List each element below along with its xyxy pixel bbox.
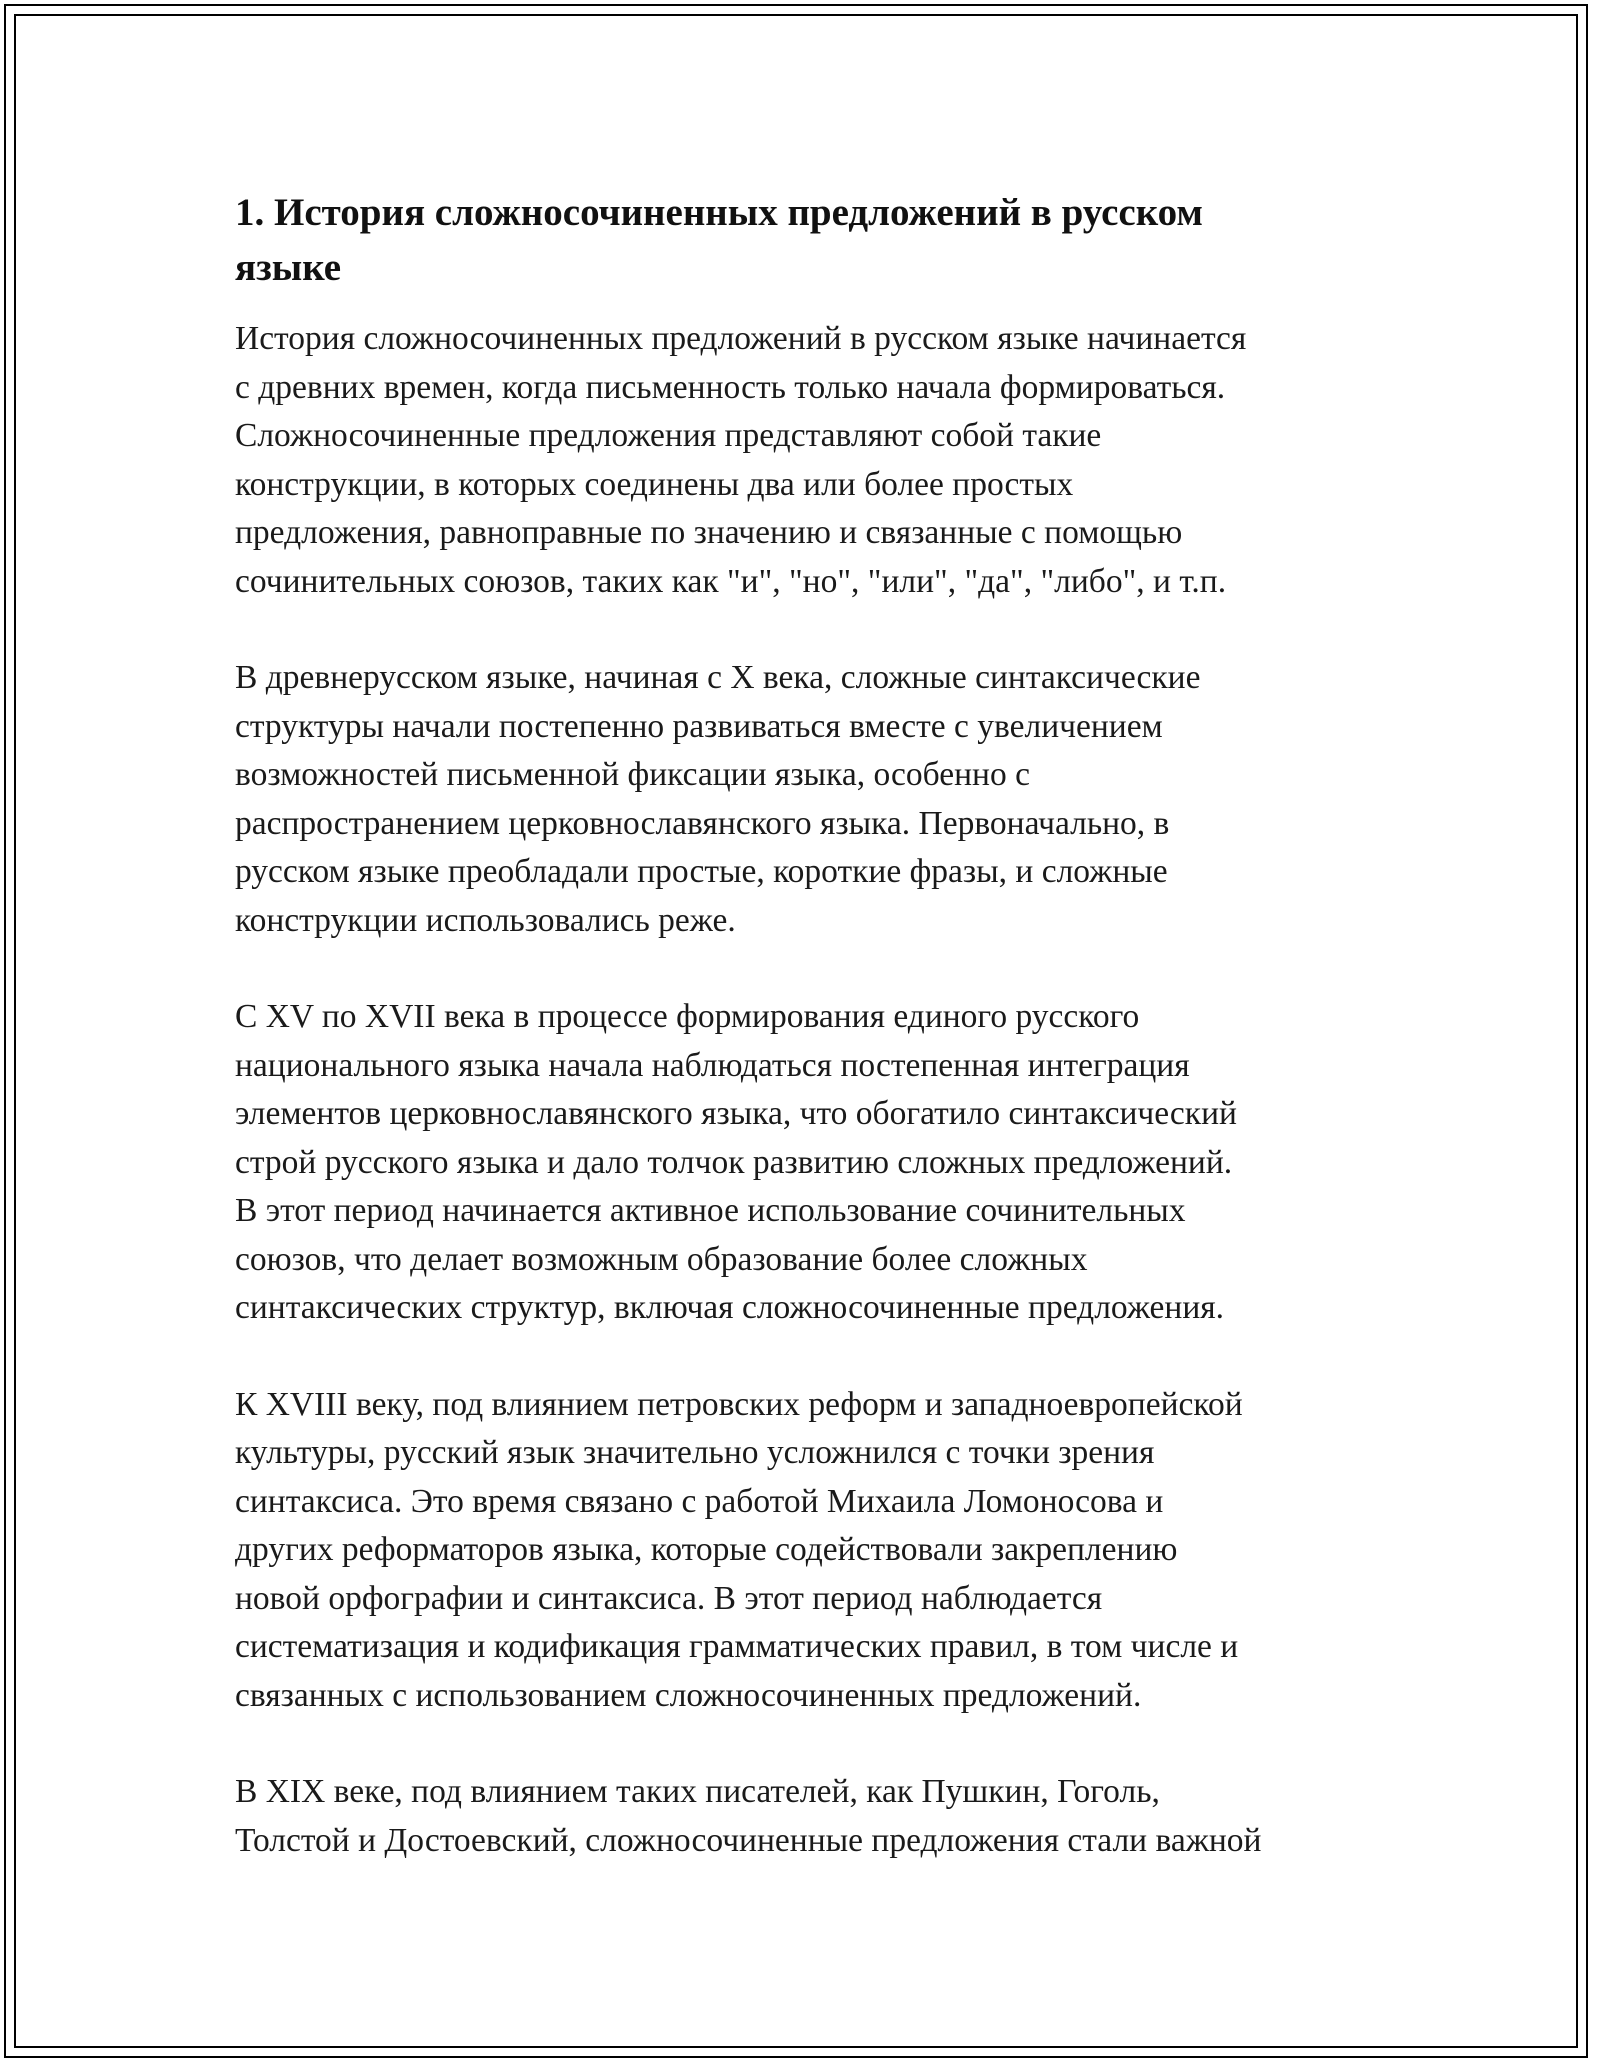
- text-line: структуры начали постепенно развиваться вместе с увеличением: [235, 707, 1163, 745]
- paragraph-19-century: [235, 1768, 1375, 1865]
- text-line: синтаксиса. Это время связано с работой Михаила Ломоносова и: [235, 1482, 1164, 1520]
- text-line: сочинительных союзов, таких как "и", "но", "или", "да", "либо", и т.п.: [235, 562, 1227, 600]
- document-body: [235, 185, 1375, 1913]
- paragraph-origins: [235, 315, 1375, 606]
- text-line: с древних времен, когда письменность только начала формироваться.: [235, 368, 1226, 406]
- paragraph-18-century: [235, 1381, 1375, 1721]
- text-line: связанных с использованием сложносочиненных предложений.: [235, 1676, 1142, 1714]
- paragraph-15-17-century: [235, 993, 1375, 1333]
- title-line: 1. История сложносочиненных предложений в русском: [235, 191, 1203, 234]
- text-line: К XVIII веку, под влиянием петровских реформ и западноевропейской: [235, 1385, 1243, 1423]
- text-line: Сложносочиненные предложения представляют собой такие: [235, 417, 1102, 454]
- text-line: С XV по XVII века в процессе формирования единого русского: [235, 998, 1140, 1035]
- text-line: История сложносочиненных предложений в русском языке начинается: [235, 320, 1247, 357]
- text-line: Толстой и Достоевский, сложносочиненные предложения стали важной: [235, 1821, 1262, 1859]
- text-line: распространением церковнославянского языка. Первоначально, в: [235, 804, 1170, 842]
- text-line: В древнерусском языке, начиная с X века, сложные синтаксические: [235, 659, 1201, 696]
- text-line: синтаксических структур, включая сложносочиненные предложения.: [235, 1289, 1225, 1326]
- text-line: возможностей письменной фиксации языка, особенно с: [235, 756, 1030, 793]
- text-line: строй русского языка и дало толчок развитию сложных предложений.: [235, 1143, 1233, 1181]
- section-title: [235, 185, 1375, 295]
- title-line: языке: [235, 246, 342, 289]
- text-line: В XIX веке, под влиянием таких писателей, как Пушкин, Гоголь,: [235, 1773, 1160, 1810]
- text-line: культуры, русский язык значительно усложнился с точки зрения: [235, 1434, 1155, 1471]
- text-line: предложения, равноправные по значению и связанные с помощью: [235, 514, 1183, 551]
- text-line: элементов церковнославянского языка, что обогатило синтаксический: [235, 1095, 1237, 1132]
- text-line: конструкции, в которых соединены два или более простых: [235, 465, 1074, 503]
- text-line: русском языке преобладали простые, короткие фразы, и сложные: [235, 853, 1168, 890]
- text-line: новой орфографии и синтаксиса. В этот период наблюдается: [235, 1579, 1103, 1617]
- text-line: систематизация и кодификация грамматических правил, в том числе и: [235, 1628, 1239, 1665]
- text-line: конструкции использовались реже.: [235, 901, 736, 939]
- text-line: других реформаторов языка, которые содействовали закреплению: [235, 1531, 1178, 1568]
- paragraph-old-russian: [235, 654, 1375, 945]
- text-line: национального языка начала наблюдаться постепенная интеграция: [235, 1046, 1190, 1084]
- text-line: союзов, что делает возможным образование более сложных: [235, 1240, 1088, 1278]
- text-line: В этот период начинается активное использование сочинительных: [235, 1192, 1186, 1229]
